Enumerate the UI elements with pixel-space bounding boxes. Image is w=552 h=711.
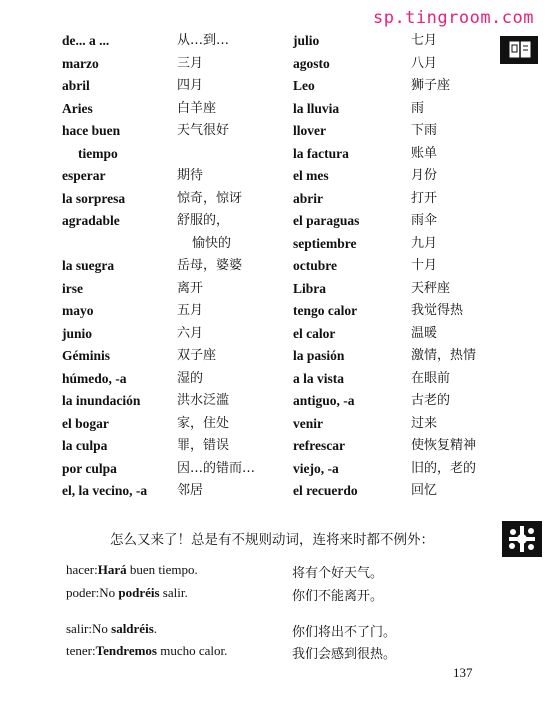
vocab-term: el, la vecino, -a [62,483,148,498]
vocab-row [62,413,290,436]
vocab-term: por culpa [62,460,117,476]
vocab-row [293,368,483,391]
vocab-row [293,300,483,323]
vocab-translation: 天秤座 [411,280,451,296]
vocab-translation: 白羊座 [177,100,217,116]
vocab-term: refrescar [293,438,345,453]
vocab-translation: 舒服的， [177,213,230,228]
vocab-translation: 期待 [177,168,204,183]
vocab-term: llover [293,123,326,138]
vocab-term: la factura [293,145,349,161]
example-future-verb: podréis [118,585,160,600]
example-prefix: No [99,585,119,600]
vocab-row [293,233,483,256]
vocab-translation: 过来 [411,415,438,431]
example-prefix: No [92,621,112,636]
vocab-translation: 十月 [411,258,438,273]
vocab-translation: 雨伞 [411,213,438,228]
vocab-translation: 月份 [411,168,438,183]
vocab-row [62,323,290,346]
vocab-term: octubre [293,258,337,273]
vocab-row [293,165,483,188]
vocab-term: Leo [293,78,315,93]
vocab-translation: 在眼前 [411,370,451,386]
vocab-row [62,278,290,301]
vocab-row [62,30,290,53]
vocab-row [62,345,290,368]
vocab-term: mayo [62,303,94,318]
example-translation: 你们将出不了门。 [292,625,397,640]
vocab-row [62,188,290,211]
vocab-row [62,165,290,188]
example-translation: 你们不能离开。 [292,589,384,604]
vocab-row [293,210,483,233]
vocab-term: el bogar [62,415,109,431]
grammar-note: 怎么又来了！总是有不规则动词，连将来时都不例外： [110,532,434,548]
vocab-translation: 温暖 [411,325,438,341]
star-burst-icon [502,521,542,557]
vocab-term: venir [293,415,323,431]
vocab-row [293,188,483,211]
vocab-row [293,435,483,458]
example-spanish [66,643,227,659]
vocab-translation: 湿的 [177,370,204,386]
vocab-term: la culpa [62,438,108,453]
vocab-term: el mes [293,168,329,183]
vocab-term: marzo [62,55,99,71]
vocab-term: agosto [293,55,330,71]
vocab-term: Aries [62,100,93,116]
vocab-row [62,480,290,503]
vocab-translation: 岳母，婆婆 [177,258,243,273]
vocab-row [293,278,483,301]
vocab-translation: 四月 [177,78,204,93]
vocab-row [293,53,483,76]
example-spanish [66,562,198,578]
vocab-term: junio [62,325,93,341]
example-rest: mucho calor. [157,643,228,658]
vocab-translation: 雨 [411,100,425,116]
vocab-row [62,75,290,98]
vocab-row [293,345,483,368]
vocab-term: la sorpresa [62,190,126,206]
vocab-row [62,53,290,76]
vocab-row [62,435,290,458]
example-spanish [66,621,157,637]
vocab-row [293,458,483,481]
vocabulary-column-right [293,30,483,503]
vocab-term: julio [293,33,320,48]
example-verb: hacer: [66,562,98,577]
watermark-url: sp.tingroom.com [372,8,534,28]
vocab-term: la lluvia [293,100,340,116]
vocab-term: abrir [293,190,323,206]
vocab-translation: 六月 [177,325,204,341]
vocab-translation: 账单 [411,145,438,161]
vocab-translation: 打开 [411,190,438,206]
vocab-term: viejo, -a [293,460,339,476]
vocab-row [293,75,483,98]
example-rest: . [153,621,158,636]
vocab-translation: 家，住处 [177,415,230,431]
vocab-translation: 因…的错而… [177,460,256,476]
vocab-row [62,390,290,413]
vocab-translation: 洪水泛滥 [177,393,230,408]
vocabulary-column-left [62,30,290,503]
example-translation: 将有个好天气。 [292,566,384,581]
vocab-term: el paraguas [293,213,360,228]
vocab-translation: 使恢复精神 [411,438,477,453]
vocab-row [293,390,483,413]
vocab-term: irse [62,280,83,296]
vocab-translation: 五月 [177,303,204,318]
vocab-term-continuation: tiempo [78,145,118,161]
vocab-row [293,30,483,53]
vocab-row [293,143,483,166]
vocab-translation: 九月 [411,235,438,251]
vocab-translation: 激情，热情 [411,348,477,363]
vocab-translation: 七月 [411,33,438,48]
vocab-term: de... a ... [62,33,110,48]
vocab-translation: 八月 [411,55,438,71]
vocab-term: húmedo, -a [62,370,127,386]
vocab-translation-continuation: 愉快的 [192,235,232,251]
vocab-term: Géminis [62,348,111,363]
vocab-term: la pasión [293,348,345,363]
vocab-translation: 旧的，老的 [411,460,477,476]
vocab-translation: 罪，错误 [177,438,230,453]
vocab-row [62,120,290,165]
vocab-translation: 古老的 [411,393,451,408]
vocab-row [293,323,483,346]
vocab-term: el calor [293,325,336,341]
vocab-term: a la vista [293,370,345,386]
page-number: 137 [453,665,473,680]
vocab-translation: 惊奇，惊讶 [177,190,243,206]
vocab-translation: 我觉得热 [411,303,464,318]
vocab-row [62,98,290,121]
vocab-translation: 从…到… [177,33,230,48]
vocab-row [293,255,483,278]
vocab-term: hace buen [62,123,121,138]
vocab-row [62,255,290,278]
example-future-verb: Hará [97,562,127,577]
vocab-term: el recuerdo [293,483,358,498]
vocab-term: agradable [62,213,120,228]
vocab-term: abril [62,78,90,93]
example-spanish [66,585,188,601]
vocab-translation: 邻居 [177,483,204,498]
vocab-translation: 双子座 [177,348,217,363]
vocab-row [293,480,483,503]
vocab-row [62,300,290,323]
vocab-translation: 三月 [177,55,204,71]
vocab-translation: 天气很好 [177,123,230,138]
vocab-row [293,120,483,143]
example-rest: salir. [159,585,188,600]
example-verb: tener: [66,643,96,658]
vocab-row [62,210,290,255]
vocab-row [62,458,290,481]
example-verb: salir: [66,621,92,636]
example-translation: 我们会感到很热。 [292,647,397,662]
vocab-translation: 离开 [177,280,204,296]
vocabulary-list [0,30,552,510]
vocab-translation: 下雨 [411,123,438,138]
vocab-term: esperar [62,168,106,183]
example-verb: poder: [66,585,100,600]
vocab-translation: 回忆 [411,483,438,498]
example-future-verb: Tendremos [95,643,157,658]
vocab-row [293,98,483,121]
vocab-row [62,368,290,391]
example-future-verb: saldréis [111,621,154,636]
vocab-row [293,413,483,436]
vocab-term: la inundación [62,393,141,408]
example-rest: buen tiempo. [126,562,198,577]
vocab-term: septiembre [293,235,357,251]
vocab-term: tengo calor [293,303,358,318]
vocab-term: antiguo, -a [293,393,355,408]
vocab-term: la suegra [62,258,115,273]
vocab-term: Libra [293,280,327,296]
vocab-translation: 狮子座 [411,78,451,93]
